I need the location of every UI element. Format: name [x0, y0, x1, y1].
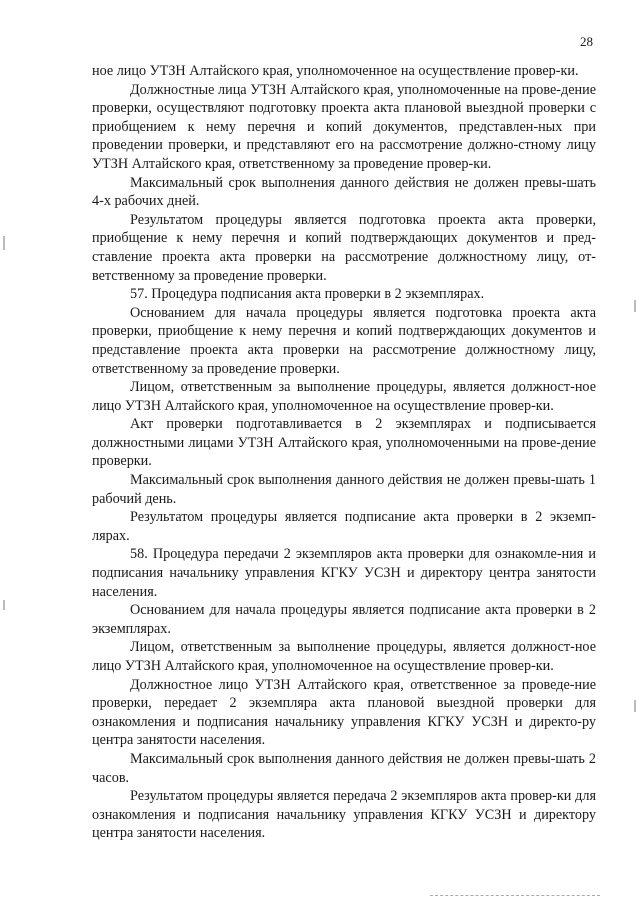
paragraph: Максимальный срок выполнения данного действия не должен превы-шать 1 рабочий день.	[92, 472, 596, 507]
scan-edge-mark	[634, 700, 636, 712]
paragraph: Лицом, ответственным за выполнение процедуры, является должност-ное лицо УТЗН Алтайского края, уполномоченное на осуществление провер-ки.	[92, 379, 596, 414]
scan-edge-mark	[634, 300, 636, 312]
page-number: 28	[580, 34, 593, 49]
paragraph: Акт проверки подготавливается в 2 экземплярах и подписывается должностными лицами УТЗН Алтайского края, уполномоченными на прове-дение проверки.	[92, 416, 596, 470]
paragraph: Результатом процедуры является подписание акта проверки в 2 экземп-лярах.	[92, 509, 596, 544]
paragraph: Основанием для начала процедуры является подготовка проекта акта проверки, приобщение к нему перечня и копий подтверждающих документов и представление проекта акта проверки на рассмотрение должностному лицу, ответственному за проведение проверки.	[92, 304, 596, 377]
scan-edge-mark	[3, 236, 5, 250]
paragraph: Результатом процедуры является подготовка проекта акта проверки, приобщение к нему перечня и копий подтверждающих документов и пред-ставление проекта акта проверки на рассмотрение должностному лицу, от-ветственному за проведение проверки.	[92, 211, 596, 284]
paragraph: Максимальный срок выполнения данного действия не должен превы-шать 4-х рабочих дней.	[92, 174, 596, 210]
paragraph: Должностное лицо УТЗН Алтайского края, ответственное за проведе-ние проверки, передает 2 экземпляра акта плановой выездной проверки для ознакомления и подписания начальнику управления КГКУ УСЗН и директо-ру центра занятости населения.	[92, 676, 596, 749]
document-body	[92, 62, 596, 843]
scan-edge-mark	[3, 600, 5, 610]
paragraph: Лицом, ответственным за выполнение процедуры, является должност-ное лицо УТЗН Алтайского края, уполномоченное на осуществление провер-ки.	[92, 639, 596, 674]
section-heading-57: 57. Процедура подписания акта проверки в 2 экземплярах.	[130, 286, 485, 303]
paragraph-continuation: ное лицо УТЗН Алтайского края, уполномоченное на осуществление провер-ки.	[92, 63, 579, 79]
scan-bottom-rule	[430, 895, 600, 897]
paragraph: Основанием для начала процедуры является подписание акта проверки в 2 экземплярах.	[92, 602, 596, 637]
paragraph: Максимальный срок выполнения данного действия не должен превы-шать 2 часов.	[92, 750, 596, 786]
section-heading-58: 58. Процедура передачи 2 экземпляров акта проверки для ознакомле-ния и подписания начальнику управления КГКУ УСЗН и директору центра занятости населения.	[92, 546, 596, 600]
paragraph: Должностные лица УТЗН Алтайского края, уполномоченные на прове-дение проверки, осуществляют подготовку проекта акта плановой выездной проверки с приобщением к нему перечня и копий документов, представлен-ных при проведении проверки, и представляют его на рассмотрение должно-стному лицу УТЗН Алтайского края, ответственному за проведение провер-ки.	[92, 81, 596, 172]
paragraph: Результатом процедуры является передача 2 экземпляров акта провер-ки для ознакомления и подписания начальнику управления КГКУ УСЗН и директору центра занятости населения.	[92, 788, 596, 842]
